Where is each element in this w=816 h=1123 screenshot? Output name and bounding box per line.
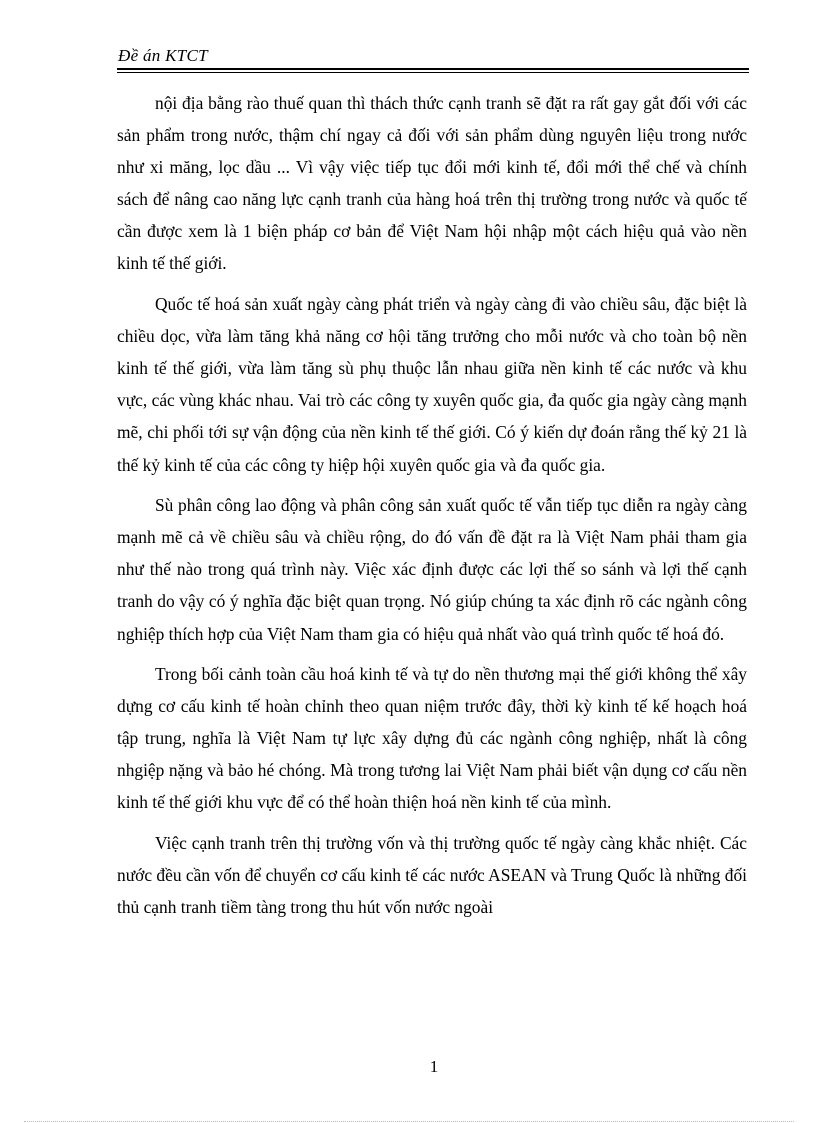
paragraph-1: nội địa bằng rào thuế quan thì thách thức cạnh tranh sẽ đặt ra rất gay gắt đối với các sản phẩm trong nước, thậm chí ngay cả đối với sản phẩm dùng nguyên liệu trong nước như xi măng, lọc dầu ... Vì vậy việc tiếp tục đổi mới kinh tế, đổi mới thể chế và chính sách để nâng cao năng lực cạnh tranh của hàng hoá trên thị trường trong nước và quốc tế cần được xem là 1 biện pháp cơ bản để Việt Nam hội nhập một cách hiệu quả vào nền kinh tế thế giới. bbox=[117, 93, 747, 274]
page-header bbox=[117, 46, 749, 73]
paragraph-2: Quốc tế hoá sản xuất ngày càng phát triển và ngày càng đi vào chiều sâu, đặc biệt là chiều dọc, vừa làm tăng khả năng cơ hội tăng trưởng cho mỗi nước và cho toàn bộ nền kinh tế thế giới, vừa làm tăng sù phụ thuộc lẫn nhau giữa nền kinh tế các nước và khu vực, các vùng khác nhau. Vai trò các công ty xuyên quốc gia, đa quốc gia ngày càng mạnh mẽ, chi phối tới sự vận động của nền kinh tế thế giới. Có ý kiến dự đoán rằng thế kỷ 21 là thế kỷ kinh tế của các công ty hiệp hội xuyên quốc gia và đa quốc gia. bbox=[117, 294, 747, 475]
paragraph-4: Trong bối cảnh toàn cầu hoá kinh tế và tự do nền thương mại thế giới không thể xây dựng cơ cấu kinh tế hoàn chỉnh theo quan niệm trước đây, thời kỳ kinh tế kế hoạch hoá tập trung, nghĩa là Việt Nam tự lực xây dựng đủ các ngành công nghiệp, nhất là công nhgiệp nặng và bảo hé chóng. Mà trong tương lai Việt Nam phải biết vận dụng cơ cấu nền kinh tế thế giới khu vực để có thể hoàn thiện hoá nền kinh tế của mình. bbox=[117, 664, 747, 813]
header-rule-thin bbox=[117, 72, 749, 73]
paragraph-5: Việc cạnh tranh trên thị trường vốn và thị trường quốc tế ngày càng khắc nhiệt. Các nước đều cần vốn để chuyển cơ cấu kinh tế các nước ASEAN và Trung Quốc là những đối thủ cạnh tranh tiềm tàng trong thu hút vốn nước ngoài bbox=[117, 833, 747, 918]
header-title: Đề án KTCT bbox=[118, 46, 208, 65]
document-body bbox=[117, 87, 747, 923]
page-bottom-divider bbox=[24, 1121, 794, 1122]
page-number: 1 bbox=[429, 1057, 439, 1076]
header-rule-thick bbox=[117, 68, 749, 70]
paragraph-3: Sù phân công lao động và phân công sản xuất quốc tế vẫn tiếp tục diễn ra ngày càng mạnh mẽ cả về chiều sâu và chiều rộng, do đó vấn đề đặt ra là Việt Nam phải tham gia như thế nào trong quá trình này. Việc xác định được các lợi thế so sánh và lợi thế cạnh tranh do vậy có ý nghĩa đặc biệt quan trọng. Nó giúp chúng ta xác định rõ các ngành công nghiệp thích hợp của Việt Nam tham gia có hiệu quả nhất vào quá trình quốc tế hoá đó. bbox=[117, 495, 747, 644]
